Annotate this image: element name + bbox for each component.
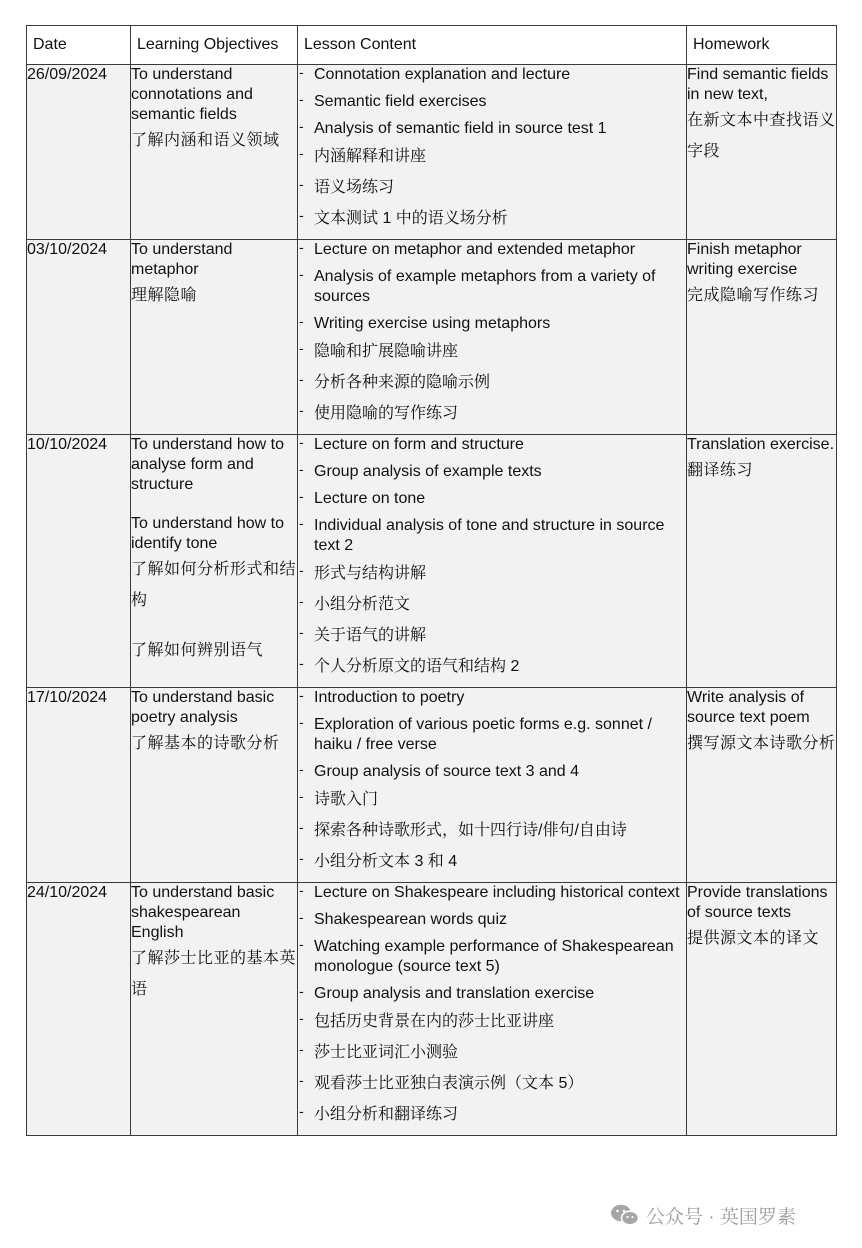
list-item: - Introduction to poetry [298, 688, 686, 708]
list-item: - Lecture on Shakespeare including historical context [298, 883, 686, 903]
objective-zh: 了解莎士比亚的基本英语 [131, 950, 297, 998]
list-item: - Watching example performance of Shakespearean monologue (source text 5) [298, 937, 686, 977]
lesson-content-list [298, 688, 686, 872]
homework-cell [687, 240, 837, 435]
header-learning-objectives: Learning Objectives [131, 26, 298, 65]
objectives-cell [131, 435, 298, 688]
list-item: - 分析各种来源的隐喻示例 [298, 372, 686, 393]
lesson-content-list [298, 883, 686, 1125]
list-item: - Group analysis and translation exercise [298, 984, 686, 1004]
date-cell: 03/10/2024 [27, 240, 131, 435]
lesson-content-cell [298, 240, 687, 435]
objectives-cell [131, 883, 298, 1136]
watermark [610, 1199, 796, 1231]
list-item: - 文本测试 1 中的语义场分析 [298, 208, 686, 229]
objective-en: To understand basic shakespearean English [131, 884, 275, 941]
homework-en: Provide translations of source texts [687, 884, 828, 921]
lesson-content-cell [298, 688, 687, 883]
list-item: - Group analysis of example texts [298, 462, 686, 482]
list-item: - Lecture on tone [298, 489, 686, 509]
homework-zh: 翻译练习 [687, 462, 754, 479]
list-item: - 使用隐喻的写作练习 [298, 403, 686, 424]
header-date: Date [27, 26, 131, 65]
objective-zh: 理解隐喻 [131, 287, 198, 304]
date-cell: 10/10/2024 [27, 435, 131, 688]
objective-zh: 了解基本的诗歌分析 [131, 735, 280, 752]
list-item: - 隐喻和扩展隐喻讲座 [298, 341, 686, 362]
homework-cell [687, 435, 837, 688]
objective-block [131, 514, 297, 616]
header-homework: Homework [687, 26, 837, 65]
lesson-content-cell [298, 883, 687, 1136]
homework-en: Write analysis of source text poem [687, 689, 810, 726]
list-item: - Group analysis of source text 3 and 4 [298, 762, 686, 782]
list-item: - Analysis of example metaphors from a variety of sources [298, 267, 686, 307]
lesson-content-list [298, 435, 686, 677]
list-item: - 小组分析和翻译练习 [298, 1104, 686, 1125]
list-item: - Shakespearean words quiz [298, 910, 686, 930]
table-row [27, 240, 837, 435]
list-item: - Individual analysis of tone and structure in source text 2 [298, 516, 686, 556]
objective-zh: 了解如何辨别语气 [131, 642, 264, 659]
list-item: - Exploration of various poetic forms e.g. sonnet / haiku / free verse [298, 715, 686, 755]
objective-en: To understand how to identify tone [131, 515, 284, 552]
table-row [27, 435, 837, 688]
homework-en: Find semantic fields in new text, [687, 66, 829, 103]
objective-en: To understand connotations and semantic fields [131, 66, 253, 123]
objectives-cell [131, 65, 298, 240]
list-item: - 诗歌入门 [298, 789, 686, 810]
table-row [27, 65, 837, 240]
homework-zh: 提供源文本的译文 [687, 930, 820, 947]
lesson-content-list [298, 65, 686, 229]
list-item: - Lecture on form and structure [298, 435, 686, 455]
list-item: - 关于语气的讲解 [298, 625, 686, 646]
homework-en: Finish metaphor writing exercise [687, 241, 802, 278]
list-item: - 小组分析范文 [298, 594, 686, 615]
objective-en: To understand basic poetry analysis [131, 689, 275, 726]
list-item: - 莎士比亚词汇小测验 [298, 1042, 686, 1063]
list-item: - 观看莎士比亚独白表演示例（文本 5） [298, 1073, 686, 1094]
objective-zh: 了解如何分析形式和结构 [131, 561, 297, 609]
objective-block [131, 688, 297, 759]
homework-zh: 完成隐喻写作练习 [687, 287, 820, 304]
header-row [27, 26, 837, 65]
objectives-cell [131, 688, 298, 883]
objective-en: To understand metaphor [131, 241, 233, 278]
wechat-icon [610, 1203, 640, 1227]
homework-zh: 在新文本中查找语义字段 [687, 112, 836, 160]
list-item: - 小组分析文本 3 和 4 [298, 851, 686, 872]
objective-block [131, 65, 297, 156]
table-row [27, 883, 837, 1136]
list-item: - Connotation explanation and lecture [298, 65, 686, 85]
list-item: - Writing exercise using metaphors [298, 314, 686, 334]
list-item: - 探索各种诗歌形式，如十四行诗/俳句/自由诗 [298, 820, 686, 841]
date-cell: 24/10/2024 [27, 883, 131, 1136]
objective-block [131, 240, 297, 311]
homework-cell [687, 883, 837, 1136]
list-item: - 包括历史背景在内的莎士比亚讲座 [298, 1011, 686, 1032]
lesson-plan-table [26, 25, 837, 1136]
list-item: - 内涵解释和讲座 [298, 146, 686, 167]
homework-en: Translation exercise. [687, 436, 835, 453]
list-item: - 形式与结构讲解 [298, 563, 686, 584]
header-lesson-content: Lesson Content [298, 26, 687, 65]
homework-cell [687, 65, 837, 240]
objective-block [131, 435, 297, 495]
homework-zh: 撰写源文本诗歌分析 [687, 735, 836, 752]
list-item: - Lecture on metaphor and extended metaphor [298, 240, 686, 260]
objective-block [131, 635, 297, 666]
objective-block [131, 883, 297, 1005]
date-cell: 26/09/2024 [27, 65, 131, 240]
list-item: - 语义场练习 [298, 177, 686, 198]
date-cell: 17/10/2024 [27, 688, 131, 883]
watermark-text: 公众号 · 英国罗素 [646, 1206, 796, 1228]
lesson-content-cell [298, 435, 687, 688]
objective-en: To understand how to analyse form and structure [131, 436, 284, 493]
table-row [27, 688, 837, 883]
list-item: - Analysis of semantic field in source test 1 [298, 119, 686, 139]
table-body [27, 65, 837, 1136]
lesson-content-cell [298, 65, 687, 240]
homework-cell [687, 688, 837, 883]
objective-zh: 了解内涵和语义领域 [131, 132, 280, 149]
objectives-cell [131, 240, 298, 435]
lesson-content-list [298, 240, 686, 424]
list-item: - 个人分析原文的语气和结构 2 [298, 656, 686, 677]
list-item: - Semantic field exercises [298, 92, 686, 112]
